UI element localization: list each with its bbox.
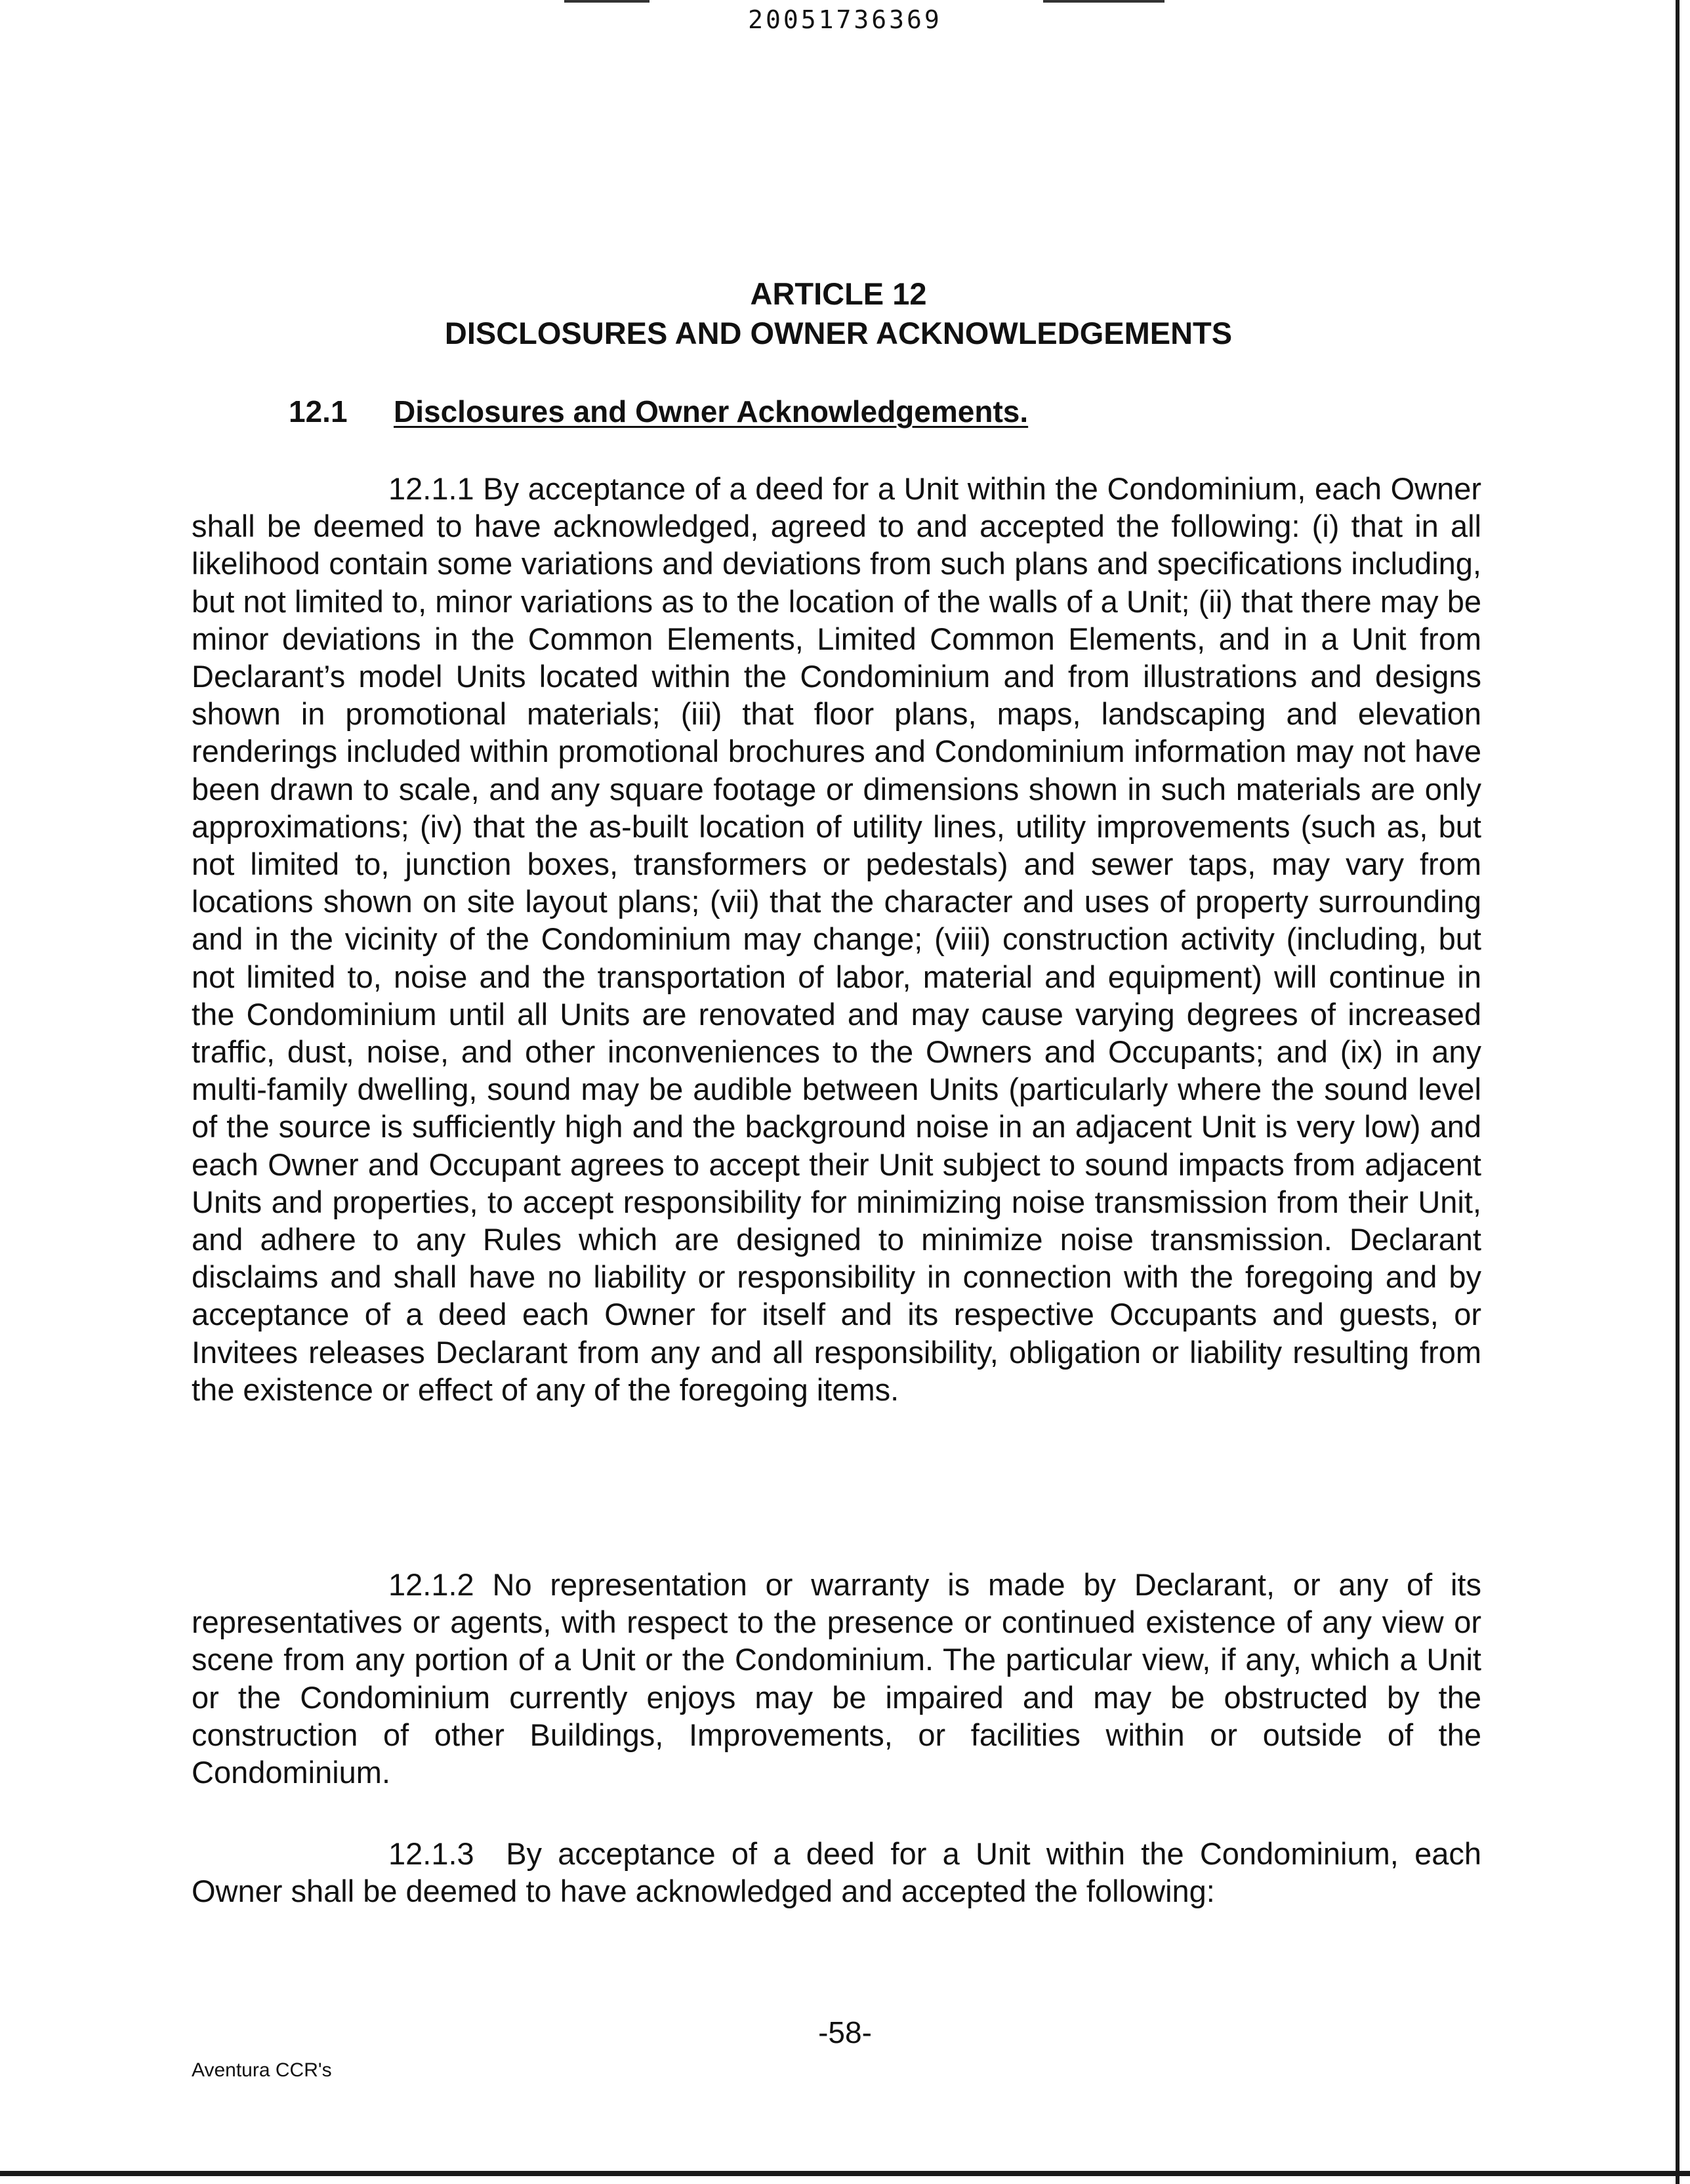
paragraph-number: 12.1.3: [388, 1836, 474, 1871]
footer-label: Aventura CCR's: [192, 2059, 332, 2081]
top-rule-left: [564, 0, 649, 3]
section-heading: [289, 394, 1028, 429]
article-heading: ARTICLE 12: [750, 276, 927, 311]
paragraph-12-1-2: [192, 1566, 1481, 1791]
page-number: -58-: [818, 2015, 872, 2049]
section-number: 12.1: [289, 394, 348, 429]
page-border-bottom: [0, 2171, 1690, 2176]
paragraph-12-1-3: [192, 1835, 1481, 1910]
article-subtitle: DISCLOSURES AND OWNER ACKNOWLEDGEMENTS: [444, 316, 1233, 350]
section-title: Disclosures and Owner Acknowledgements.: [394, 394, 1029, 429]
top-rule-right: [1043, 0, 1164, 3]
paragraph-number: 12.1.2: [388, 1567, 474, 1602]
paragraph-text: By acceptance of a deed for a Unit within the Condominium, each Owner shall be deemed to have acknowledged and accepted the following:: [192, 1836, 1482, 1909]
paragraph-text: By acceptance of a deed for a Unit within the Condominium, each Owner shall be deemed to have acknowledged, agreed to and accepted the following: (i) that in all likelihood contain some variations and deviations from such plans and specifications including, but not limited to, minor variations as to the location of the walls of a Unit; (ii) that there may be minor deviations in the Common Elements, Limited Common Elements, and in a Unit from Declarant’s model Units located within the Condominium and from illustrations and designs shown in promotional materials; (iii) that floor plans, maps, landscaping and elevation renderings included within promotional brochures and Condominium information may not have been drawn to scale, and any square footage or dimensions shown in such materials are only approximations; (iv) that the as-built location of utility lines, utility improvements (such as, but not limited to, junction boxes, transformers or pedestals) and sewer taps, may vary from locations shown on site layout plans; (vii) that the character and uses of property surrounding and in the vicinity of the Condominium may change; (viii) construction activity (including, but not limited to, noise and the transportation of labor, material and equipment) will continue in the Condominium until all Units are renovated and may cause varying degrees of increased traffic, dust, noise, and other inconveniences to the Owners and Occupants; and (ix) in any multi-family dwelling, sound may be audible between Units (particularly where the sound level of the source is sufficiently high and the background noise in an adjacent Unit is very low) and each Owner and Occupant agrees to accept their Unit subject to sound impacts from adjacent Units and properties, to accept responsibility for minimizing noise transmission from their Unit, and adhere to any Rules which are designed to minimize noise transmission. Declarant disclaims and shall have no liability or responsibility in connection with the foregoing and by acceptance of a deed each Owner for itself and its respective Occupants and guests, or Invitees releases Declarant from any and all responsibility, obligation or liability resulting from the existence or effect of any of the foregoing items.: [192, 471, 1481, 1407]
paragraph-number: 12.1.1: [388, 471, 474, 506]
paragraph-text: No representation or warranty is made by Declarant, or any of its representatives or agents, with respect to the presence or continued existence of any view or scene from any portion of a Unit or the Condominium. The particular view, if any, which a Unit or the Condominium currently enjoys may be impaired and may be obstructed by the construction of other Buildings, Improvements, or facilities within or outside of the Condominium.: [192, 1567, 1481, 1790]
document-id: 20051736369: [748, 5, 942, 34]
paragraph-12-1-1: [192, 470, 1481, 1408]
